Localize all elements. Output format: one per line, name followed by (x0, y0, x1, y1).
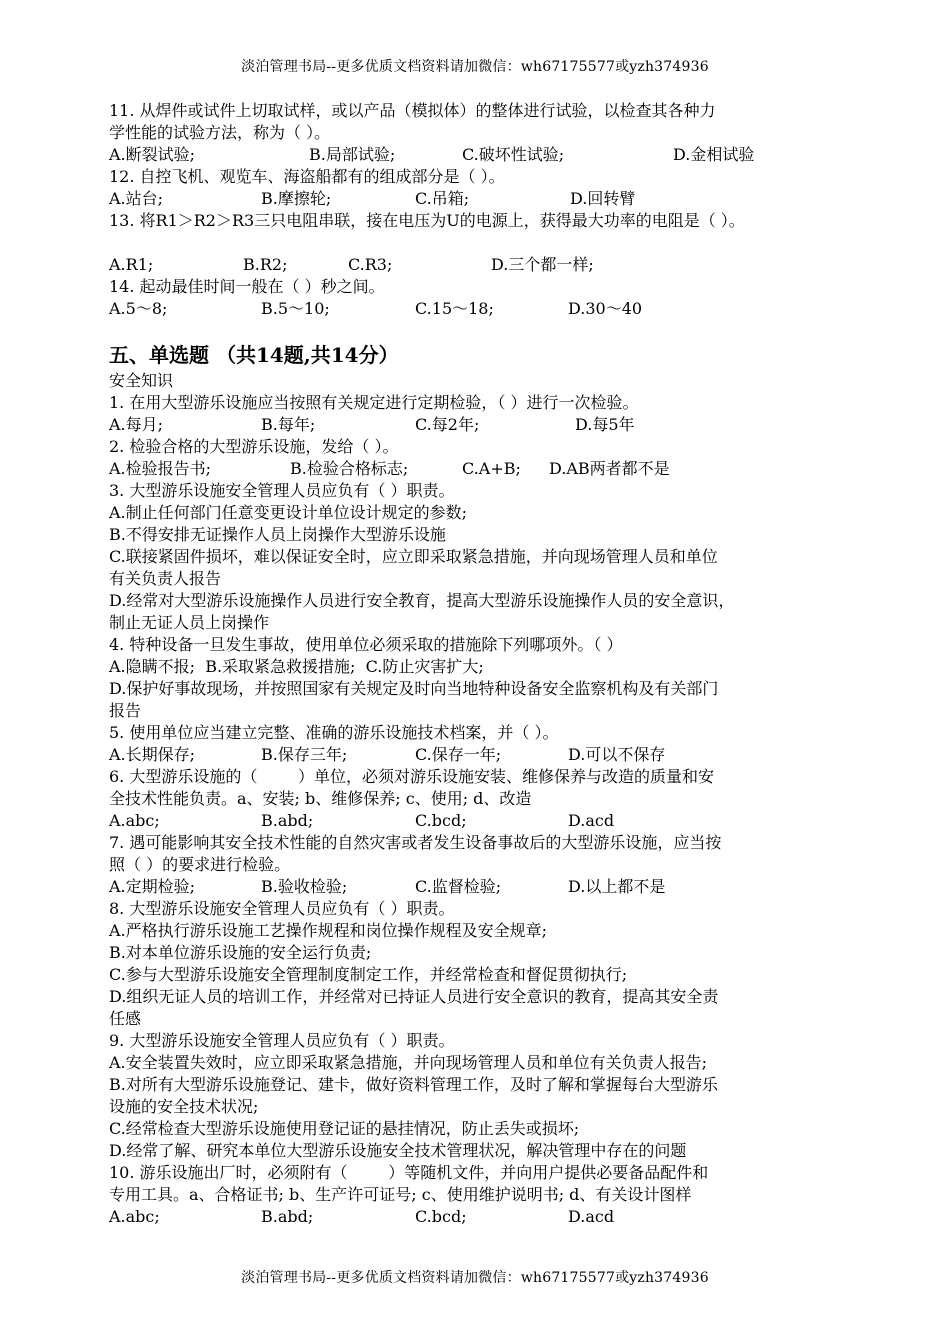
question-7-stem: 7. 遇可能影响其安全技术性能的自然灾害或者发生设备事故后的大型游乐设施，应当按 (109, 833, 722, 852)
option-a: A.检验报告书; (109, 459, 212, 478)
question-7-options (109, 876, 854, 898)
question-3-stem: 3. 大型游乐设施安全管理人员应负有（ ）职责。 (109, 481, 455, 500)
question-12-stem: 12. 自控飞机、观览车、海盗船都有的组成部分是（ ）。 (109, 167, 505, 186)
question-8-line: B.对本单位游乐设施的安全运行负责; (109, 943, 372, 962)
option-d: D.每5年 (575, 415, 635, 434)
option-d: D.可以不保存 (568, 745, 666, 764)
question-13-stem: 13. 将R1＞R2＞R3三只电阻串联，接在电压为U的电源上，获得最大功率的电阻是（ ）。 (109, 211, 745, 230)
option-c: C.破坏性试验; (462, 145, 565, 164)
question-14-stem: 14. 起动最佳时间一般在（ ）秒之间。 (109, 277, 385, 296)
question-1-options (109, 414, 854, 436)
question-3-line: D.经常对大型游乐设施操作人员进行安全教育，提高大型游乐设施操作人员的安全意识， (109, 591, 735, 610)
option-c: C.监督检验; (415, 877, 502, 896)
question-10-stem-cont: 专用工具。a、合格证书; b、生产许可证号; c、使用维护说明书; d、有关设计图样 (109, 1185, 692, 1204)
question-8-line: 任感 (109, 1009, 142, 1028)
question-4-line: 报告 (109, 701, 142, 720)
option-d: D.回转臂 (570, 189, 636, 208)
page-footer: 淡泊管理书局--更多优质文档资料请加微信：wh67175577或yzh374936 (241, 1270, 709, 1286)
question-2-stem: 2. 检验合格的大型游乐设施，发给（ ）。 (109, 437, 399, 456)
section-subtitle: 安全知识 (109, 371, 174, 390)
option-c: C.A+B; (462, 459, 521, 478)
question-3-line: B.不得安排无证操作人员上岗操作大型游乐设施 (109, 525, 446, 544)
question-6-stem-cont: 全技术性能负责。a、安装; b、维修保养; c、使用; d、改造 (109, 789, 532, 808)
question-12-options (109, 188, 854, 210)
question-6-stem: 6. 大型游乐设施的（ ）单位，必须对游乐设施安装、维修保养与改造的质量和安 (109, 767, 715, 786)
option-b: B.R2; (243, 255, 288, 274)
option-d: D.三个都一样; (491, 255, 594, 274)
option-b: B.保存三年; (261, 745, 348, 764)
question-11-options (109, 144, 854, 166)
option-c: C.bcd; (415, 1207, 467, 1226)
question-9-line: 设施的安全技术状况; (109, 1097, 259, 1116)
question-4-stem: 4. 特种设备一旦发生事故，使用单位必须采取的措施除下列哪项外。（ ） (109, 635, 623, 654)
option-b: B.局部试验; (309, 145, 396, 164)
question-9-stem: 9. 大型游乐设施安全管理人员应负有（ ）职责。 (109, 1031, 455, 1050)
question-8-line: D.组织无证人员的培训工作，并经常对已持证人员进行安全意识的教育，提高其安全责 (109, 987, 719, 1006)
question-10-options (109, 1206, 854, 1228)
question-11-stem-cont: 学性能的试验方法，称为（ ）。 (109, 123, 331, 142)
question-8-line: C.参与大型游乐设施安全管理制度制定工作，并经常检查和督促贯彻执行; (109, 965, 628, 984)
question-8-stem: 8. 大型游乐设施安全管理人员应负有（ ）职责。 (109, 899, 455, 918)
option-c: C.每2年; (415, 415, 480, 434)
option-b: B.每年; (261, 415, 316, 434)
question-5-options (109, 744, 854, 766)
option-b: B.abd; (261, 1207, 314, 1226)
option-c: C.R3; (348, 255, 393, 274)
option-a: A.断裂试验; (109, 145, 196, 164)
option-a: A.abc; (109, 811, 160, 830)
option-b: B.摩擦轮; (261, 189, 332, 208)
question-11-stem: 11. 从焊件或试件上切取试样，或以产品（模拟体）的整体进行试验，以检查其各种力 (109, 101, 716, 120)
question-9-line: A.安全装置失效时，应立即采取紧急措施，并向现场管理人员和单位有关负责人报告; (109, 1053, 708, 1072)
question-8-line: A.严格执行游乐设施工艺操作规程和岗位操作规程及安全规章; (109, 921, 548, 940)
option-d: D.30～40 (568, 299, 643, 318)
question-9-line: D.经常了解、研究本单位大型游乐设施安全技术管理状况，解决管理中存在的问题 (109, 1141, 687, 1160)
option-a: A.每月; (109, 415, 164, 434)
question-3-line: 有关负责人报告 (109, 569, 222, 588)
option-d: D.acd (568, 1207, 615, 1226)
question-3-line: A.制止任何部门任意变更设计单位设计规定的参数; (109, 503, 468, 522)
question-5-stem: 5. 使用单位应当建立完整、准确的游乐设施技术档案，并（ ）。 (109, 723, 559, 742)
page-header: 淡泊管理书局--更多优质文档资料请加微信：wh67175577或yzh374936 (241, 59, 709, 75)
option-a: A.定期检验; (109, 877, 196, 896)
option-a: A.abc; (109, 1207, 160, 1226)
option-d: D.acd (568, 811, 615, 830)
option-a: A.R1; (109, 255, 154, 274)
option-d: D.金相试验 (673, 145, 755, 164)
option-b: B.5～10; (261, 299, 330, 318)
question-7-stem-cont: 照（ ）的要求进行检验。 (109, 855, 291, 874)
option-c: C.吊箱; (415, 189, 470, 208)
question-3-line: C.联接紧固件损坏，难以保证安全时，应立即采取紧急措施，并向现场管理人员和单位 (109, 547, 718, 566)
section-title: 五、单选题 （共14题,共14分） (109, 343, 399, 367)
question-3-line: 制止无证人员上岗操作 (109, 613, 270, 632)
document-body (109, 100, 854, 1228)
question-4-line: A.隐瞒不报; B.采取紧急救援措施; C.防止灾害扩大; (109, 657, 484, 676)
question-4-line: D.保护好事故现场，并按照国家有关规定及时向当地特种设备安全监察机构及有关部门 (109, 679, 719, 698)
question-6-options (109, 810, 854, 832)
question-9-line: C.经常检查大型游乐设施使用登记证的悬挂情况，防止丢失或损坏; (109, 1119, 580, 1138)
option-a: A.长期保存; (109, 745, 196, 764)
option-c: C.15～18; (415, 299, 494, 318)
option-b: B.abd; (261, 811, 314, 830)
option-b: B.检验合格标志; (290, 459, 409, 478)
option-d: D.以上都不是 (568, 877, 666, 896)
question-1-stem: 1. 在用大型游乐设施应当按照有关规定进行定期检验，（ ）进行一次检验。 (109, 393, 639, 412)
option-c: C.bcd; (415, 811, 467, 830)
question-10-stem: 10. 游乐设施出厂时，必须附有（ ）等随机文件，并向用户提供必要备品配件和 (109, 1163, 709, 1182)
option-a: A.5～8; (109, 299, 168, 318)
option-c: C.保存一年; (415, 745, 502, 764)
option-d: D.AB两者都不是 (549, 459, 670, 478)
question-2-options (109, 458, 854, 480)
question-14-options (109, 298, 854, 320)
question-9-line: B.对所有大型游乐设施登记、建卡，做好资料管理工作，及时了解和掌握每台大型游乐 (109, 1075, 718, 1094)
option-a: A.站台; (109, 189, 164, 208)
question-13-options (109, 254, 854, 276)
option-b: B.验收检验; (261, 877, 348, 896)
